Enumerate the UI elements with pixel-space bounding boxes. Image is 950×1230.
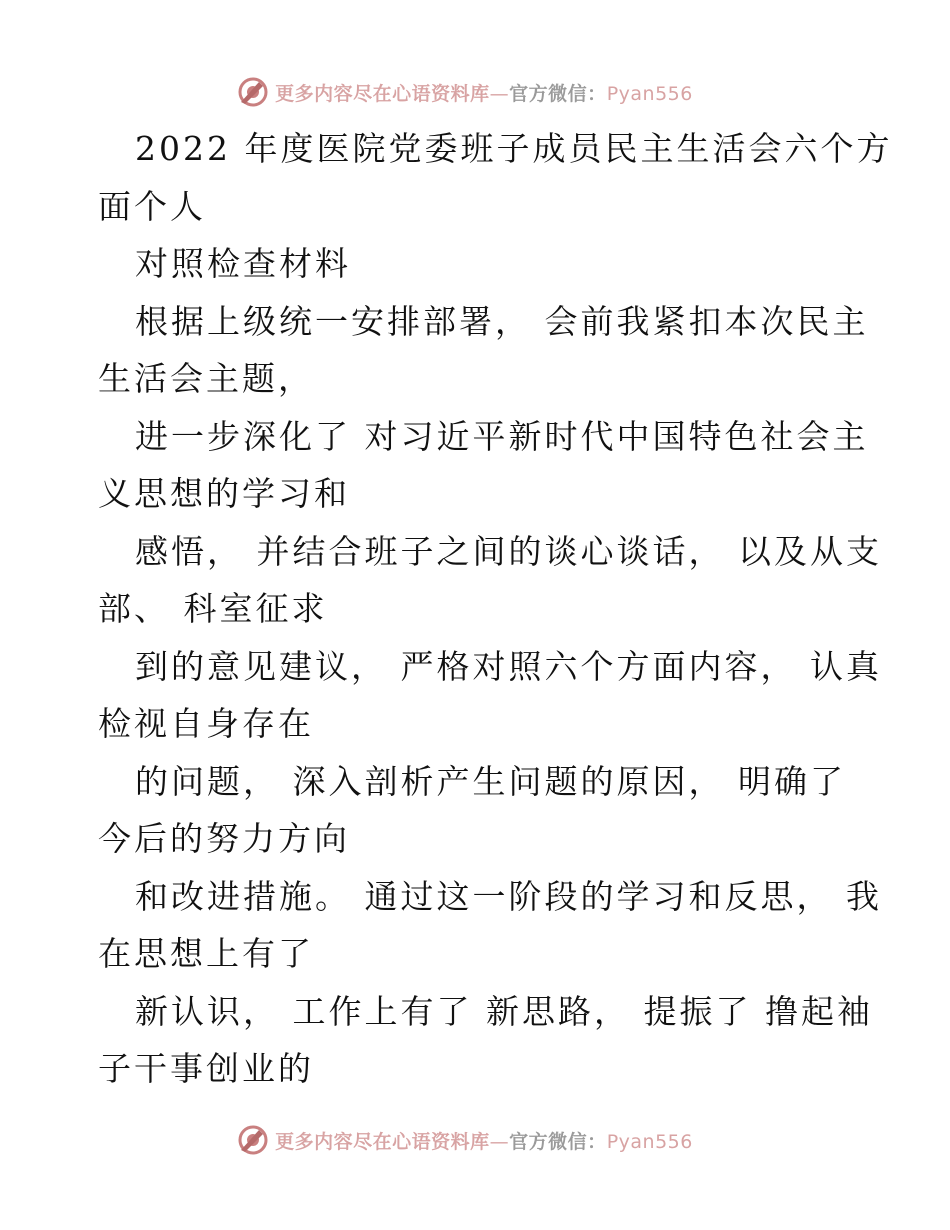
watermark-wechat-label: 官方微信： xyxy=(509,1130,607,1153)
paragraph-line: 根据上级统一安排部署， 会前我紧扣本次民主 xyxy=(135,301,869,341)
watermark-text xyxy=(275,1127,693,1154)
title-line-2: 面个人 xyxy=(98,186,206,226)
watermark-header-inner xyxy=(237,76,693,108)
watermark-wechat-id: Pyan556 xyxy=(606,82,693,105)
watermark-footer-inner xyxy=(237,1124,693,1156)
watermark-dash: — xyxy=(489,82,510,105)
logo-circle-pen-icon xyxy=(237,76,269,108)
paragraph-line: 在思想上有了 xyxy=(98,934,314,973)
paragraph-line: 部、 科室征求 xyxy=(98,589,328,628)
document-body xyxy=(98,120,893,1098)
watermark-footer xyxy=(0,1120,950,1160)
paragraph-line: 的问题， 深入剖析产生问题的原因， 明确了 xyxy=(135,761,846,801)
paragraph-line: 和改进措施。 通过这一阶段的学习和反思， 我 xyxy=(135,876,882,916)
paragraph-line: 今后的努力方向 xyxy=(98,819,350,858)
watermark-dash: — xyxy=(489,1130,510,1153)
paragraph-line: 检视自身存在 xyxy=(98,704,314,743)
paragraph-line: 生活会主题， xyxy=(98,359,314,398)
paragraph-line: 新认识， 工作上有了 新思路， 提振了 撸起袖 xyxy=(135,991,873,1031)
paragraph-line: 感悟， 并结合班子之间的谈心谈话， 以及从支 xyxy=(135,531,882,571)
logo-circle-pen-icon xyxy=(237,1124,269,1156)
subtitle-line: 对照检查材料 xyxy=(135,244,351,283)
watermark-wechat-label: 官方微信： xyxy=(509,82,607,105)
paragraph-line: 子干事创业的 xyxy=(98,1049,314,1088)
watermark-header xyxy=(0,72,950,112)
watermark-text xyxy=(275,79,693,106)
title-line-1: 2022 年度医院党委班子成员民主生活会六个方 xyxy=(135,129,893,168)
paragraph-line: 义思想的学习和 xyxy=(98,474,350,513)
watermark-main-text: 更多内容尽在心语资料库 xyxy=(275,82,490,105)
paragraph-line: 到的意见建议， 严格对照六个方面内容， 认真 xyxy=(135,646,882,686)
paragraph-line: 进一步深化了 对习近平新时代中国特色社会主 xyxy=(135,416,869,456)
watermark-main-text: 更多内容尽在心语资料库 xyxy=(275,1130,490,1153)
watermark-wechat-id: Pyan556 xyxy=(606,1130,693,1153)
